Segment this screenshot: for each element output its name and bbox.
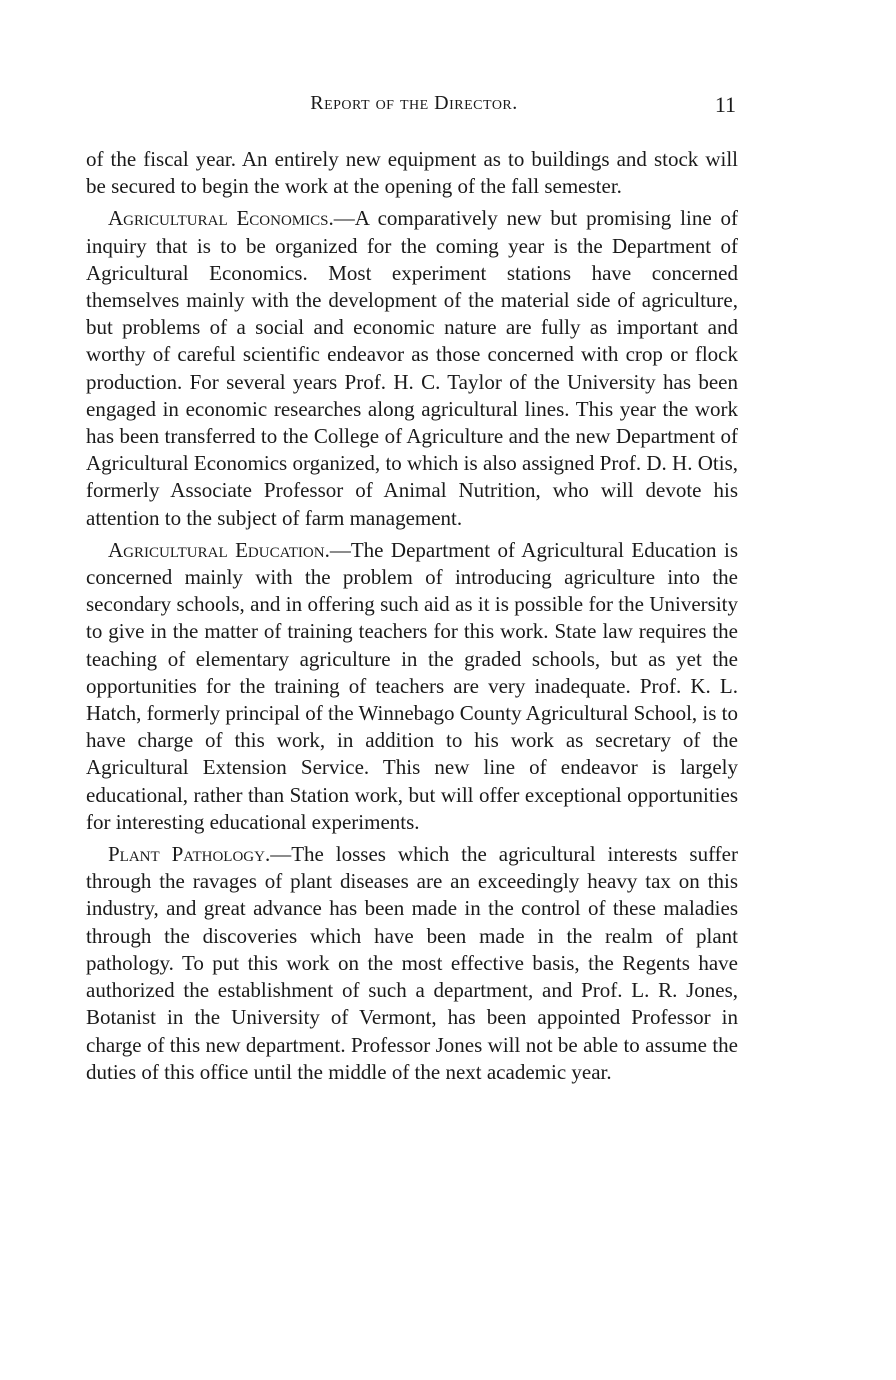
paragraph-plant-pathology (86, 841, 738, 1086)
section-heading-plant-pathology: Plant Pathology. (108, 842, 271, 867)
paragraph-text: —The Department of Agricultural Education is concerned mainly with the problem of introducing agriculture into the secondary schools, and in offering such aid as it is possible for the University to give in the matter of training teachers for this work. State law requires the teaching of elementary agriculture in the graded schools, but as yet the opportunities for the training of teachers are very inadequate. Prof. K. L. Hatch, formerly principal of the Winnebago County Agricultural School, is to have charge of this work, in addition to his work as secretary of the Agricultural Extension Service. This new line of endeavor is largely educational, rather than Station work, but will offer exceptional opportunities for interesting educational experiments. (86, 537, 739, 834)
paragraph-text: —The losses which the agricultural interests suffer through the ravages of plant diseases are an exceedingly heavy tax on this industry, and great advance has been made in the control of these maladies through the discoveries which have been made in the realm of plant pathology. To put this work on the most effective basis, the Regents have authorized the establishment of such a department, and Prof. L. R. Jones, Botanist in the University of Vermont, has been appointed Professor in charge of this new department. Professor Jones will not be able to assume the duties of this office until the middle of the next academic year. (86, 842, 738, 1084)
paragraph-text: of the fiscal year. An entirely new equipment as to buildings and stock will be secured to begin the work at the opening of the fall semester. (86, 147, 738, 199)
paragraph-agricultural-economics (86, 205, 738, 531)
running-header (88, 92, 740, 124)
paragraph-text: —A comparatively new but promising line of inquiry that is to be organized for the coming year is the Department of Agricultural Economics. Most experiment stations have concerned themselves mainly with the development of the material side of agriculture, but problems of a social and economic nature are fully as important and worthy of careful scientific endeavor as those concerned with crop or flock production. For several years Prof. H. C. Taylor of the University has been engaged in economic researches along agricultural lines. This year the work has been transferred to the College of Agriculture and the new Department of Agricultural Economics organized, to which is also assigned Prof. D. H. Otis, formerly Associate Professor of Animal Nutrition, who will devote his attention to the subject of farm management. (86, 206, 738, 530)
body-text (86, 146, 738, 1091)
section-heading-agricultural-education: Agricultural Education. (108, 537, 330, 562)
page-number: 11 (714, 92, 736, 117)
running-title: Report of the Director. (310, 92, 518, 114)
section-heading-agricultural-economics: Agricultural Economics. (108, 206, 334, 231)
paragraph-continuation (86, 146, 738, 200)
paragraph-agricultural-education (86, 537, 738, 836)
